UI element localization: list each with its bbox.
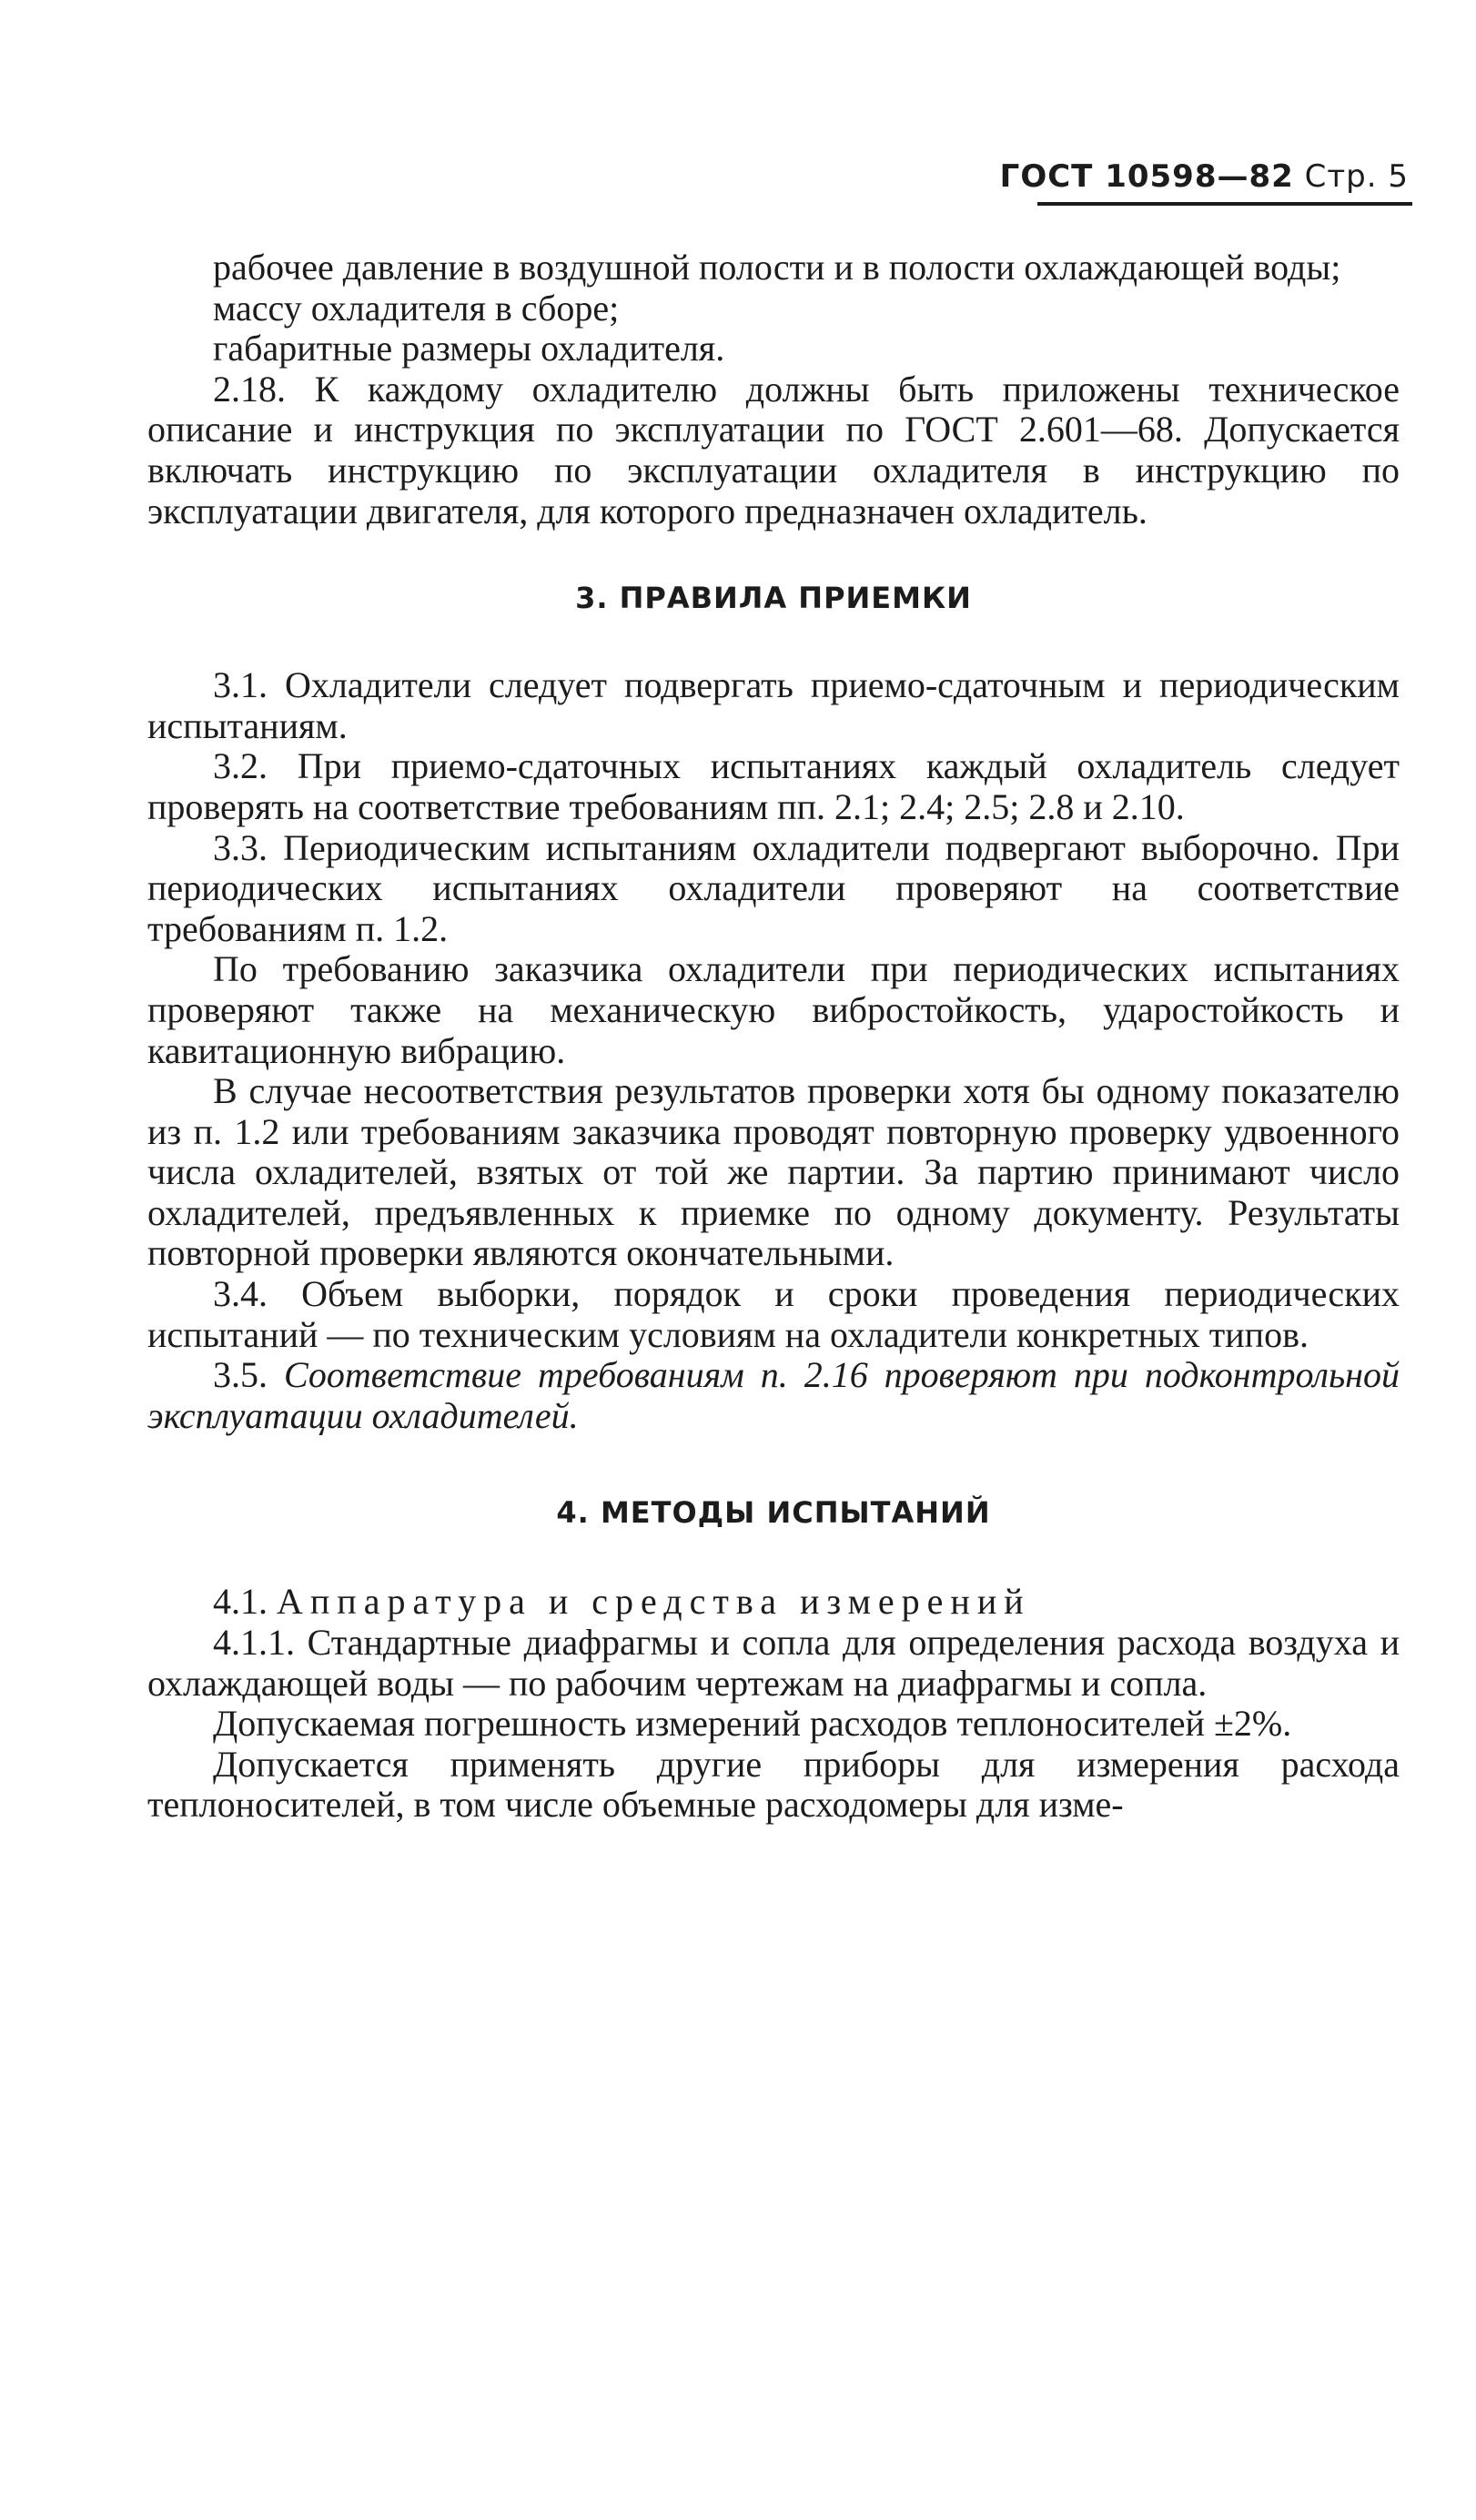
clause-3-3: 3.3. Периодическим испытаниям охладители подвергают выборочно. При периодических испытаниях охладители проверяют на соответствие требованиям п. 1.2.	[147, 826, 1400, 949]
header-rule	[1037, 202, 1412, 206]
gost-code: ГОСТ 10598—82	[999, 158, 1294, 195]
clause-3-3-customer: По требованию заказчика охладители при периодических испытаниях проверяют также на механическую вибростойкость, ударостойкость и кавитационную вибрацию.	[147, 948, 1400, 1071]
section-3-heading: 3. ПРАВИЛА ПРИЕМКИ	[575, 581, 972, 616]
clause-4-1-1-error: Допускаемая погрешность измерений расходов теплоносителей ±2%.	[213, 1703, 1292, 1745]
clause-2-18: 2.18. К каждому охладителю должны быть приложены техническое описание и инструкция по эксплуатации по ГОСТ 2.601—68. Допускается включать инструкцию по эксплуатации охладителя в инструкцию по эксплуатации двигателя, для которого предназначен охладитель.	[147, 368, 1400, 531]
clause-3-3-retest: В случае несоответствия результатов проверки хотя бы одному показателю из п. 1.2 или требованиям заказчика проводят повторную проверку удвоенного числа охладителей, взятых от той же партии. За партию принимают число охладителей, предъявленных к приемке по одному документу. Результаты повторной проверки являются окончательными.	[147, 1070, 1400, 1274]
page-body	[147, 248, 1400, 1826]
clause-4-1-1: 4.1.1. Стандартные диафрагмы и сопла для определения расхода воздуха и охлаждающей воды — по рабочим чертежам на диафрагмы и сопла.	[147, 1622, 1400, 1704]
section-4-heading: 4. МЕТОДЫ ИСПЫТАНИЙ	[556, 1495, 991, 1531]
continuation-line-3: габаритные размеры охладителя.	[213, 328, 725, 369]
clause-3-5-number: 3.5.	[213, 1354, 268, 1396]
clause-4-1	[147, 1582, 1400, 1623]
clause-3-2: 3.2. При приемо-сдаточных испытаниях каждый охладитель следует проверять на соответствие требованиям пп. 2.1; 2.4; 2.5; 2.8 и 2.10.	[147, 745, 1400, 827]
continuation-line-2: массу охладителя в сборе;	[213, 287, 620, 329]
clause-4-1-title: Аппаратура и средства измерений	[277, 1581, 1031, 1623]
running-head	[1000, 158, 1409, 195]
clause-3-4: 3.4. Объем выборки, порядок и сроки проведения периодических испытаний — по техническим условиям на охладители конкретных типов.	[147, 1273, 1400, 1355]
continuation-line-1: рабочее давление в воздушной полости и в полости охлаждающей воды;	[213, 247, 1341, 288]
clause-3-1: 3.1. Охладители следует подвергать приемо-сдаточным и периодическим испытаниям.	[147, 664, 1400, 746]
clause-4-1-number: 4.1.	[213, 1581, 268, 1623]
clause-3-5-text: Соответствие требованиям п. 2.16 проверяют при подконтрольной эксплуатации охладителей.	[147, 1354, 1400, 1436]
clause-4-1-1-alt: Допускается применять другие приборы для измерения расхода теплоносителей, в том числе объемные расходомеры для изме-	[147, 1743, 1400, 1826]
clause-3-5	[147, 1355, 1400, 1436]
page-label: Стр. 5	[1304, 158, 1409, 195]
